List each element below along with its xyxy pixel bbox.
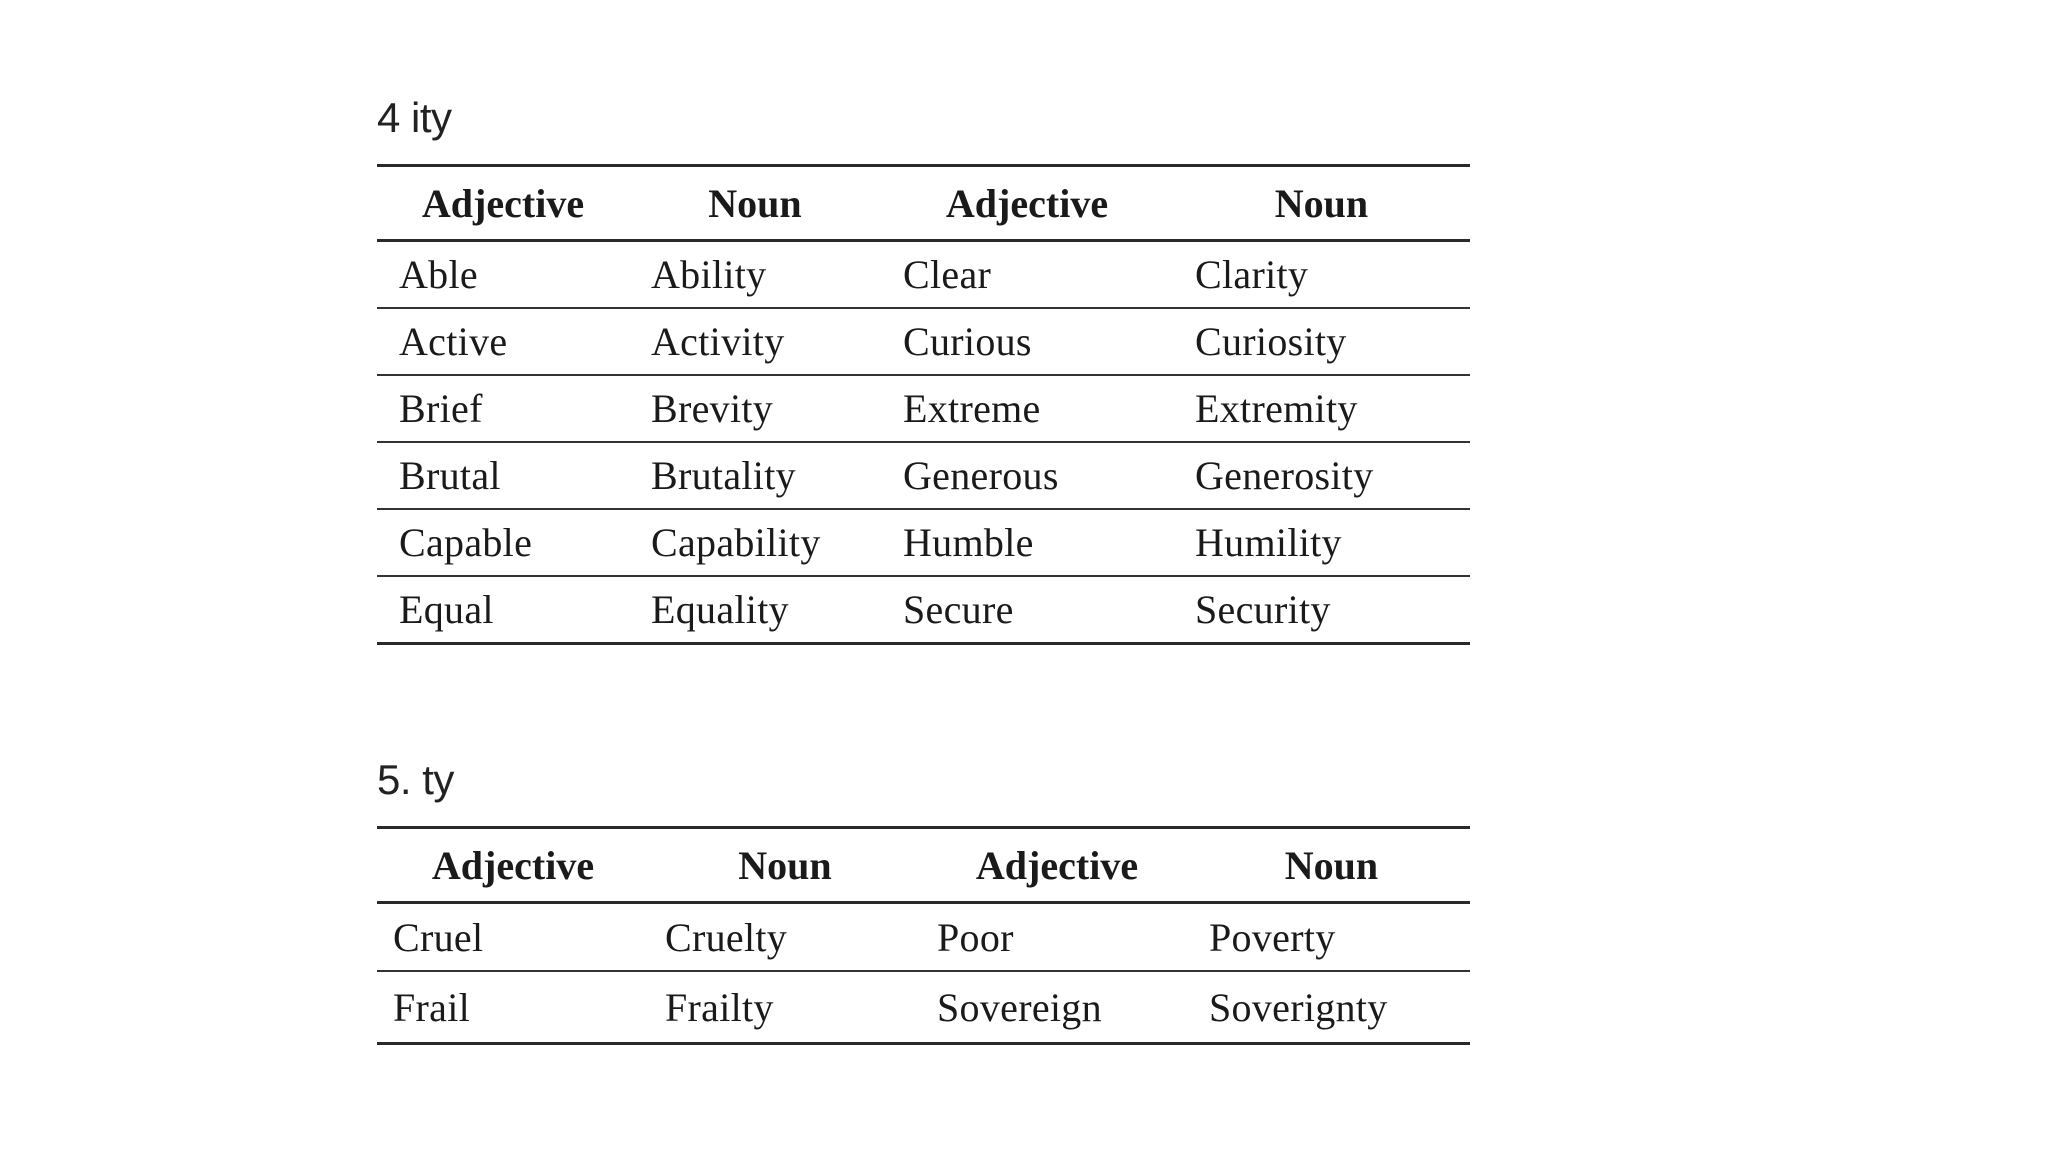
table-cell: Ability <box>629 241 881 309</box>
table-cell: Capable <box>377 509 629 576</box>
table-row <box>377 442 1470 509</box>
table-row <box>377 308 1470 375</box>
table-cell: Extremity <box>1173 375 1470 442</box>
table-row <box>377 241 1470 309</box>
section-ty <box>377 752 1470 1045</box>
table-row <box>377 375 1470 442</box>
column-header: Adjective <box>377 166 629 241</box>
table-cell: Humble <box>881 509 1173 576</box>
table-cell: Security <box>1173 576 1470 644</box>
table-cell: Brutal <box>377 442 629 509</box>
table-cell: Activity <box>629 308 881 375</box>
table-cell: Soverignty <box>1193 971 1470 1044</box>
table-cell: Curiosity <box>1173 308 1470 375</box>
table-cell: Brutality <box>629 442 881 509</box>
table-cell: Cruel <box>377 903 649 972</box>
table-cell: Humility <box>1173 509 1470 576</box>
column-header: Noun <box>1193 828 1470 903</box>
table-row <box>377 576 1470 644</box>
column-header: Adjective <box>377 828 649 903</box>
table-cell: Active <box>377 308 629 375</box>
ty-word-table <box>377 826 1470 1045</box>
table-cell: Capability <box>629 509 881 576</box>
table-cell: Generous <box>881 442 1173 509</box>
column-header: Noun <box>629 166 881 241</box>
table-cell: Equality <box>629 576 881 644</box>
table-cell: Generosity <box>1173 442 1470 509</box>
table-cell: Equal <box>377 576 629 644</box>
table-cell: Brief <box>377 375 629 442</box>
table-cell: Curious <box>881 308 1173 375</box>
table-row <box>377 509 1470 576</box>
table-cell: Clarity <box>1173 241 1470 309</box>
table-cell: Sovereign <box>921 971 1193 1044</box>
table-cell: Brevity <box>629 375 881 442</box>
section-ity <box>377 90 1470 645</box>
section-title: 5. ty <box>377 756 454 803</box>
table-cell: Frail <box>377 971 649 1044</box>
column-header: Adjective <box>921 828 1193 903</box>
table-cell: Secure <box>881 576 1173 644</box>
table-cell: Clear <box>881 241 1173 309</box>
table-cell: Cruelty <box>649 903 921 972</box>
table-header-row <box>377 166 1470 241</box>
section-title: 4 ity <box>377 94 452 141</box>
table-cell: Poverty <box>1193 903 1470 972</box>
table-header-row <box>377 828 1470 903</box>
column-header: Adjective <box>881 166 1173 241</box>
table-cell: Frailty <box>649 971 921 1044</box>
table-row <box>377 903 1470 972</box>
table-cell: Extreme <box>881 375 1173 442</box>
table-cell: Able <box>377 241 629 309</box>
column-header: Noun <box>1173 166 1470 241</box>
table-row <box>377 971 1470 1044</box>
ity-word-table <box>377 164 1470 645</box>
column-header: Noun <box>649 828 921 903</box>
table-cell: Poor <box>921 903 1193 972</box>
